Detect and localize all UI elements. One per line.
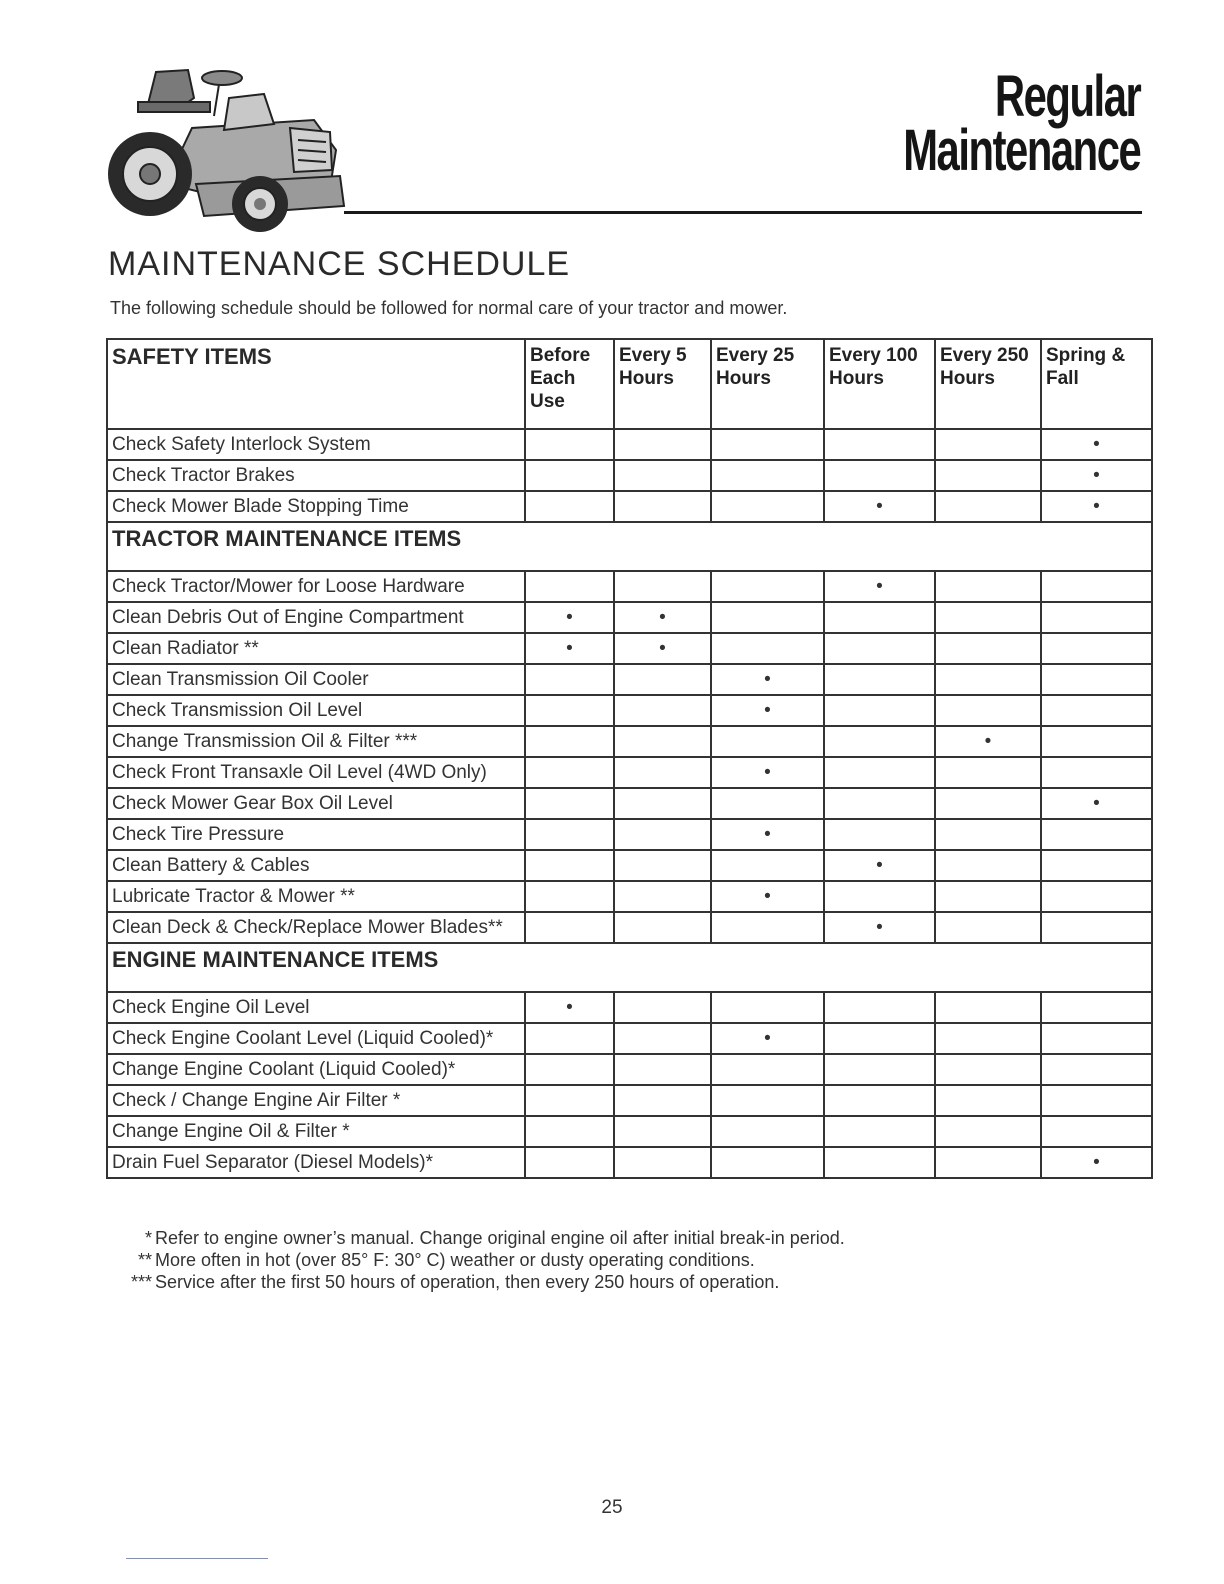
schedule-cell: [525, 726, 614, 757]
schedule-cell: [1041, 695, 1152, 726]
schedule-cell: [525, 881, 614, 912]
schedule-dot: •: [1041, 491, 1152, 522]
column-header-line: Each: [530, 368, 576, 389]
schedule-cell: [935, 1147, 1041, 1178]
schedule-cell: [614, 1147, 711, 1178]
column-header: [824, 339, 935, 429]
schedule-dot: •: [935, 726, 1041, 757]
column-header: [614, 339, 711, 429]
table-row: [107, 429, 1152, 460]
schedule-cell: [711, 912, 824, 943]
table-row: [107, 788, 1152, 819]
table-row: [107, 602, 1152, 633]
column-header-line: Hours: [716, 368, 771, 389]
schedule-cell: [711, 571, 824, 602]
schedule-cell: [711, 1116, 824, 1147]
schedule-dot: •: [711, 664, 824, 695]
schedule-cell: [824, 695, 935, 726]
schedule-cell: [935, 1023, 1041, 1054]
schedule-cell: [525, 695, 614, 726]
schedule-cell: [1041, 602, 1152, 633]
column-header-line: Fall: [1046, 368, 1079, 389]
schedule-dot: •: [525, 602, 614, 633]
task-label: Change Engine Oil & Filter *: [107, 1116, 525, 1147]
schedule-cell: [1041, 819, 1152, 850]
schedule-cell: [935, 788, 1041, 819]
schedule-cell: [935, 992, 1041, 1023]
schedule-dot: •: [614, 602, 711, 633]
schedule-cell: [525, 571, 614, 602]
section-title-cell: [107, 522, 1152, 571]
schedule-cell: [525, 1054, 614, 1085]
schedule-cell: [935, 460, 1041, 491]
footnote: [118, 1271, 845, 1293]
schedule-cell: [935, 881, 1041, 912]
column-header: [935, 339, 1041, 429]
schedule-cell: [525, 1147, 614, 1178]
schedule-dot: •: [525, 633, 614, 664]
schedule-cell: [711, 850, 824, 881]
task-label: Check Safety Interlock System: [107, 429, 525, 460]
schedule-cell: [711, 460, 824, 491]
footnotes: [118, 1227, 845, 1293]
schedule-dot: •: [824, 491, 935, 522]
table-row: [107, 819, 1152, 850]
footnote-text: More often in hot (over 85° F: 30° C) weather or dusty operating conditions.: [155, 1250, 755, 1270]
schedule-cell: [614, 429, 711, 460]
schedule-cell: [614, 757, 711, 788]
task-label: Change Transmission Oil & Filter ***: [107, 726, 525, 757]
schedule-cell: [525, 664, 614, 695]
task-label: Check Transmission Oil Level: [107, 695, 525, 726]
bottom-rule: [126, 1558, 268, 1559]
schedule-cell: [525, 1116, 614, 1147]
table-row: [107, 491, 1152, 522]
schedule-dot: •: [711, 1023, 824, 1054]
schedule-dot: •: [1041, 1147, 1152, 1178]
schedule-cell: [1041, 1085, 1152, 1116]
schedule-cell: [614, 491, 711, 522]
maintenance-schedule-table: [106, 338, 1153, 1179]
schedule-dot: •: [711, 881, 824, 912]
banner-title-line1: Regular: [994, 64, 1140, 129]
schedule-cell: [935, 1116, 1041, 1147]
table-row: [107, 1147, 1152, 1178]
task-label: Check Tractor Brakes: [107, 460, 525, 491]
schedule-cell: [614, 460, 711, 491]
task-label: Lubricate Tractor & Mower **: [107, 881, 525, 912]
schedule-dot: •: [824, 850, 935, 881]
schedule-cell: [614, 819, 711, 850]
page-title: MAINTENANCE SCHEDULE: [108, 245, 571, 283]
column-header-line: Every 25: [716, 345, 795, 366]
column-header-line: Spring &: [1046, 345, 1126, 366]
schedule-cell: [614, 1085, 711, 1116]
table-row: [107, 912, 1152, 943]
footnote-mark: *: [144, 1228, 152, 1248]
section-banner: [811, 64, 1140, 183]
schedule-cell: [614, 1054, 711, 1085]
task-label: Clean Battery & Cables: [107, 850, 525, 881]
schedule-cell: [824, 460, 935, 491]
schedule-cell: [824, 757, 935, 788]
table-row: [107, 571, 1152, 602]
schedule-dot: •: [711, 819, 824, 850]
task-label: Drain Fuel Separator (Diesel Models)*: [107, 1147, 525, 1178]
task-label: Check Tire Pressure: [107, 819, 525, 850]
task-label: Clean Radiator **: [107, 633, 525, 664]
schedule-dot: •: [824, 571, 935, 602]
schedule-cell: [525, 819, 614, 850]
schedule-cell: [1041, 757, 1152, 788]
schedule-cell: [614, 726, 711, 757]
schedule-cell: [1041, 633, 1152, 664]
page-number: 25: [601, 1497, 623, 1518]
task-label: Clean Deck & Check/Replace Mower Blades**: [107, 912, 525, 943]
schedule-dot: •: [1041, 460, 1152, 491]
schedule-cell: [711, 491, 824, 522]
footnote-mark: ***: [130, 1272, 152, 1292]
schedule-cell: [824, 602, 935, 633]
schedule-cell: [824, 1023, 935, 1054]
task-label: Check Mower Gear Box Oil Level: [107, 788, 525, 819]
schedule-cell: [711, 602, 824, 633]
schedule-cell: [935, 429, 1041, 460]
footnote: [118, 1227, 845, 1249]
schedule-cell: [1041, 912, 1152, 943]
table-row: [107, 726, 1152, 757]
schedule-cell: [935, 819, 1041, 850]
schedule-cell: [935, 571, 1041, 602]
schedule-cell: [614, 788, 711, 819]
schedule-cell: [935, 664, 1041, 695]
schedule-cell: [824, 633, 935, 664]
schedule-cell: [614, 664, 711, 695]
schedule-cell: [614, 1116, 711, 1147]
schedule-cell: [525, 429, 614, 460]
section-title: TRACTOR MAINTENANCE ITEMS: [112, 526, 462, 551]
schedule-cell: [614, 992, 711, 1023]
schedule-dot: •: [1041, 788, 1152, 819]
schedule-dot: •: [525, 992, 614, 1023]
column-header-line: Hours: [829, 368, 884, 389]
schedule-cell: [711, 429, 824, 460]
schedule-cell: [711, 633, 824, 664]
task-label: Check / Change Engine Air Filter *: [107, 1085, 525, 1116]
table-row: [107, 1116, 1152, 1147]
footnote: [118, 1249, 845, 1271]
section-title-cell: [107, 339, 525, 429]
schedule-cell: [935, 1085, 1041, 1116]
schedule-cell: [935, 491, 1041, 522]
intro-text: The following schedule should be followed for normal care of your tractor and mower.: [110, 298, 788, 318]
schedule-cell: [824, 429, 935, 460]
schedule-cell: [614, 912, 711, 943]
schedule-cell: [824, 664, 935, 695]
schedule-dot: •: [711, 695, 824, 726]
section-title: ENGINE MAINTENANCE ITEMS: [112, 947, 439, 972]
schedule-dot: •: [614, 633, 711, 664]
schedule-cell: [824, 819, 935, 850]
schedule-cell: [935, 757, 1041, 788]
schedule-cell: [1041, 664, 1152, 695]
schedule-cell: [711, 726, 824, 757]
schedule-cell: [935, 850, 1041, 881]
schedule-cell: [1041, 726, 1152, 757]
schedule-cell: [1041, 881, 1152, 912]
schedule-cell: [525, 850, 614, 881]
table-row: [107, 695, 1152, 726]
schedule-cell: [824, 1116, 935, 1147]
schedule-cell: [525, 1085, 614, 1116]
schedule-cell: [824, 1147, 935, 1178]
schedule-dot: •: [711, 757, 824, 788]
task-label: Clean Transmission Oil Cooler: [107, 664, 525, 695]
schedule-cell: [935, 602, 1041, 633]
schedule-cell: [824, 726, 935, 757]
schedule-cell: [1041, 850, 1152, 881]
schedule-cell: [711, 992, 824, 1023]
section-header-row: [107, 943, 1152, 992]
schedule-cell: [711, 1147, 824, 1178]
schedule-cell: [935, 912, 1041, 943]
table-row: [107, 1023, 1152, 1054]
header-rule: [344, 211, 1142, 214]
column-header-line: Hours: [619, 368, 674, 389]
schedule-cell: [711, 1085, 824, 1116]
schedule-cell: [614, 695, 711, 726]
table-row: [107, 992, 1152, 1023]
banner-title-line2: Maintenance: [902, 118, 1140, 183]
table-row: [107, 1054, 1152, 1085]
schedule-cell: [614, 850, 711, 881]
task-label: Check Engine Coolant Level (Liquid Cooled)*: [107, 1023, 525, 1054]
schedule-cell: [824, 1085, 935, 1116]
footnote-mark: **: [137, 1250, 152, 1270]
schedule-cell: [525, 491, 614, 522]
column-header-line: Use: [530, 391, 565, 412]
schedule-cell: [525, 1023, 614, 1054]
schedule-cell: [711, 1054, 824, 1085]
table-row: [107, 881, 1152, 912]
schedule-cell: [525, 460, 614, 491]
schedule-cell: [614, 881, 711, 912]
footnote-text: Refer to engine owner’s manual. Change original engine oil after initial break-in period.: [155, 1228, 845, 1248]
section-title: SAFETY ITEMS: [112, 344, 272, 369]
tractor-illustration: [104, 58, 354, 233]
schedule-cell: [935, 695, 1041, 726]
section-title-cell: [107, 943, 1152, 992]
table-header-row: [107, 339, 1152, 429]
task-label: Clean Debris Out of Engine Compartment: [107, 602, 525, 633]
schedule-cell: [824, 992, 935, 1023]
schedule-dot: •: [824, 912, 935, 943]
schedule-cell: [824, 881, 935, 912]
schedule-cell: [824, 1054, 935, 1085]
schedule-cell: [614, 571, 711, 602]
column-header: [525, 339, 614, 429]
schedule-cell: [525, 757, 614, 788]
task-label: Check Front Transaxle Oil Level (4WD Only): [107, 757, 525, 788]
schedule-cell: [1041, 1116, 1152, 1147]
table-row: [107, 1085, 1152, 1116]
schedule-cell: [935, 633, 1041, 664]
column-header-line: Every 100: [829, 345, 918, 366]
column-header: [1041, 339, 1152, 429]
task-label: Check Engine Oil Level: [107, 992, 525, 1023]
schedule-cell: [525, 912, 614, 943]
schedule-cell: [1041, 571, 1152, 602]
task-label: Change Engine Coolant (Liquid Cooled)*: [107, 1054, 525, 1085]
column-header-line: Hours: [940, 368, 995, 389]
schedule-cell: [1041, 1054, 1152, 1085]
schedule-cell: [824, 788, 935, 819]
column-header-line: Every 5: [619, 345, 687, 366]
schedule-cell: [711, 788, 824, 819]
table-row: [107, 460, 1152, 491]
table-row: [107, 633, 1152, 664]
schedule-cell: [1041, 992, 1152, 1023]
column-header-line: Before: [530, 345, 591, 366]
task-label: Check Tractor/Mower for Loose Hardware: [107, 571, 525, 602]
schedule-dot: •: [1041, 429, 1152, 460]
column-header-line: Every 250: [940, 345, 1029, 366]
footnote-text: Service after the first 50 hours of operation, then every 250 hours of operation.: [155, 1272, 780, 1292]
schedule-cell: [525, 788, 614, 819]
section-header-row: [107, 522, 1152, 571]
table-row: [107, 664, 1152, 695]
task-label: Check Mower Blade Stopping Time: [107, 491, 525, 522]
table-row: [107, 850, 1152, 881]
schedule-cell: [614, 1023, 711, 1054]
schedule-cell: [935, 1054, 1041, 1085]
table-row: [107, 757, 1152, 788]
schedule-cell: [1041, 1023, 1152, 1054]
column-header: [711, 339, 824, 429]
